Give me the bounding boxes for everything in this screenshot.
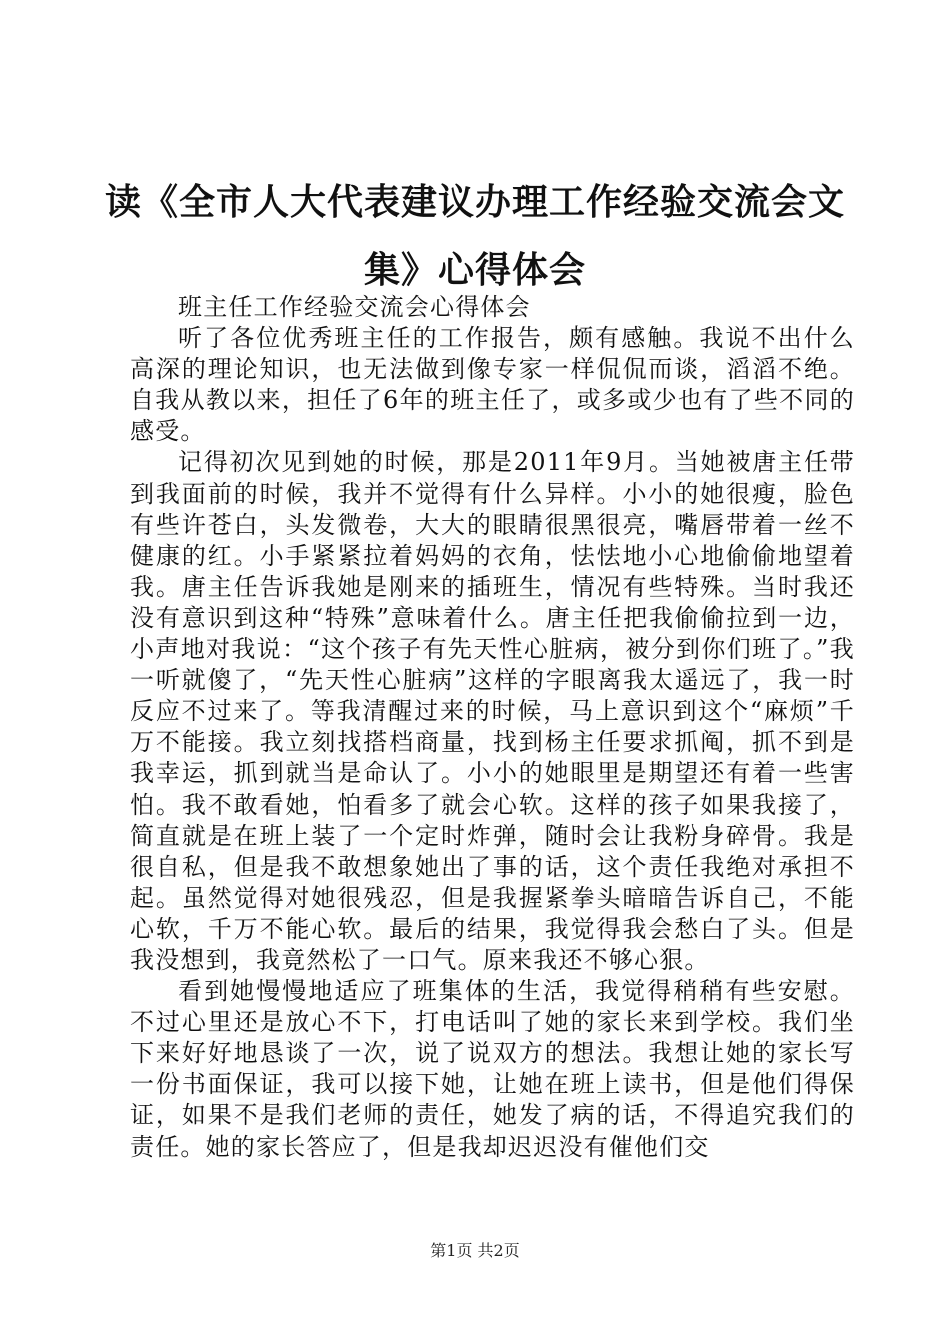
document-title [100, 168, 850, 304]
title-line-1: 读《全市人大代表建议办理工作经验交流会文 [104, 181, 845, 223]
body-paragraph: 听了各位优秀班主任的工作报告，颇有感触。我说不出什么高深的理论知识，也无法做到像专家一样侃侃而谈，滔滔不绝。自我从教以来，担任了6年的班主任了，或多或少也有了些不同的感受。 [130, 324, 855, 446]
page-number-footer: 第1页 共2页 [430, 1241, 520, 1260]
subtitle-paragraph: 班主任工作经验交流会心得体会 [178, 293, 531, 321]
title-line-2: 集》心得体会 [363, 249, 586, 291]
body-paragraph: 看到她慢慢地适应了班集体的生活，我觉得稍稍有些安慰。不过心里还是放心不下，打电话叫了她的家长来到学校。我们坐下来好好地恳谈了一次，说了说双方的想法。我想让她的家长写一份书面保证，我可以接下她，让她在班上读书，但是他们得保证，如果不是我们老师的责任，她发了病的话，不得追究我们的责任。她的家长答应了，但是我却迟迟没有催他们交 [130, 977, 855, 1161]
document-body [130, 292, 855, 1163]
body-paragraph: 记得初次见到她的时候，那是2011年9月。当她被唐主任带到我面前的时候，我并不觉得有什么异样。小小的她很瘦，脸色有些许苍白，头发微卷，大大的眼睛很黑很亮，嘴唇带着一丝不健康的红。小手紧紧拉着妈妈的衣角，怯怯地小心地偷偷地望着我。唐主任告诉我她是刚来的插班生，情况有些特殊。当时我还没有意识到这种“特殊”意味着什么。唐主任把我偷偷拉到一边，小声地对我说：“这个孩子有先天性心脏病，被分到你们班了。”我一听就傻了，“先天性心脏病”这样的字眼离我太遥远了，我一时反应不过来了。等我清醒过来的时候，马上意识到这个“麻烦”千万不能接。我立刻找搭档商量，找到杨主任要求抓阄，抓不到是我幸运，抓到就当是命认了。小小的她眼里是期望还有着一些害怕。我不敢看她，怕看多了就会心软。这样的孩子如果我接了，简直就是在班上装了一个定时炸弹，随时会让我粉身碎骨。我是很自私，但是我不敢想象她出了事的话，这个责任我绝对承担不起。虽然觉得对她很残忍，但是我握紧拳头暗暗告诉自己，不能心软，千万不能心软。最后的结果，我觉得我会愁白了头。但是我没想到，我竟然松了一口气。原来我还不够心狠。 [130, 448, 855, 974]
